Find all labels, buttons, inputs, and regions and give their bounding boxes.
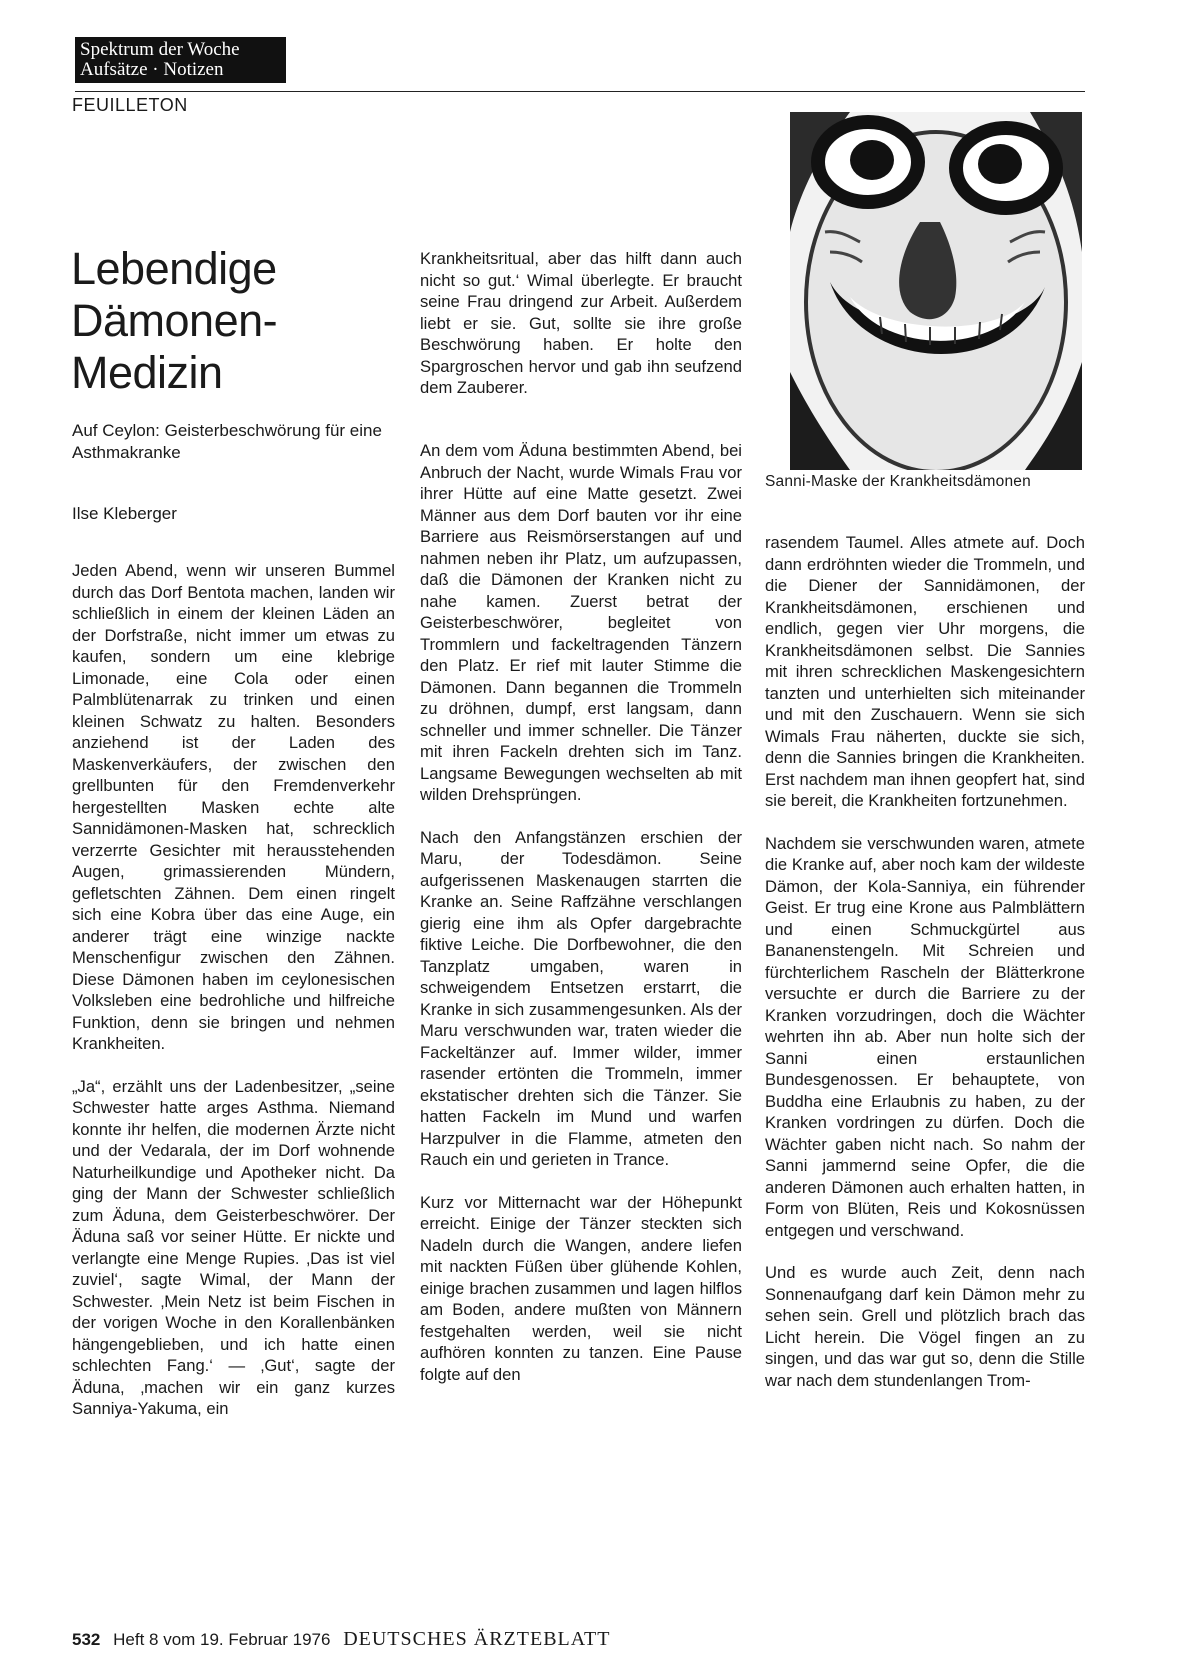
- paragraph: Und es wurde auch Zeit, denn nach Sonnenaufgang darf kein Dämon mehr zu sehen sein. Grell und plötzlich brach das Licht herein. Die Vögel fingen an zu singen, und das war gut so, denn die Stille war nach dem stundenlangen Trom-: [765, 1263, 1085, 1390]
- title-line-2: Dämonen-: [71, 295, 278, 346]
- journal-name: DEUTSCHES ÄRZTEBLATT: [343, 1628, 611, 1650]
- paragraph: rasendem Taumel. Alles atmete auf. Doch dann erdröhnten wieder die Trommeln, und die Diener der Sannidämonen, der Krankheitsdämonen, erschienen und endlich, gegen vier Uhr morgens, die Krankheitsdämonen selbst. Die Sannies mit ihren schrecklichen Maskengesichtern tanzten und unterhielten sich miteinander und mit den Zuschauern. Wenn sie sich Wimals Frau näherten, duckte sie sich, denn die Sannies bringen die Krankheiten. Erst nachdem man ihnen geopfert hat, sind sie bereit, die Krankheiten fortzunehmen.: [765, 533, 1085, 810]
- column-3: [765, 532, 1085, 1412]
- paragraph: An dem vom Äduna bestimmten Abend, bei Anbruch der Nacht, wurde Wimals Frau vor ihrer Hütte auf eine Matte gesetzt. Zwei Männer aus dem Dorf bauten vor ihr eine Barriere aus Reismörserstangen auf und nahmen neben ihr Platz, um aufzupassen, daß die Dämonen der Kranken nicht zu nahe kamen. Zuerst betrat der Geisterbeschwörer, begleitet von Trommlern und fackeltragenden Tänzern den Platz. Er rief mit lauter Stimme die Dämonen. Dann begannen die Trommeln zu dröhnen, dumpf, erst langsam, dann schneller und immer schneller. Die Tänzer mit ihren Fackeln drehten sich im Tanz. Langsame Bewegungen wechselten ab mit wilden Drehsprüngen.: [420, 441, 742, 804]
- title-line-1: Lebendige: [71, 243, 277, 294]
- column-2: [420, 440, 742, 1406]
- header-rule: [75, 91, 1085, 92]
- column-2-top: [420, 248, 742, 420]
- article-title: [71, 243, 391, 399]
- article-author: Ilse Kleberger: [72, 504, 177, 523]
- header-line-2: Aufsätze · Notizen: [80, 59, 224, 80]
- column-1: [72, 560, 395, 1441]
- article-subtitle: Auf Ceylon: Geisterbeschwörung für eine Asthmakranke: [72, 421, 382, 462]
- page-number: 532: [72, 1630, 101, 1649]
- section-header-box: [75, 37, 286, 83]
- paragraph: Krankheitsritual, aber das hilft dann auch nicht so gut.‘ Wimal überlegte. Er braucht seine Frau dringend zur Arbeit. Außerdem liebt er sie. Gut, sollte sie ihre große Beschwörung haben. Er holte den Spargroschen hervor und gab ihn seufzend dem Zauberer.: [420, 249, 742, 397]
- header-line-1: Spektrum der Woche: [80, 39, 240, 60]
- mask-photo: [790, 112, 1082, 470]
- section-label: FEUILLETON: [72, 95, 188, 115]
- paragraph: Nachdem sie verschwunden waren, atmete die Kranke auf, aber noch kam der wildeste Dämon, der Kola-Sanniya, ein führender Geist. Er trug eine Krone aus Palmblättern und einen Schmuckgürtel aus Bananenstengeln. Mit Schreien und fürchterlichem Rascheln der Blätterkrone versuchte er durch die Barriere zu der Kranken vorzudringen, doch die Wächter wehrten ihn ab. Aber nun holte sich der Sanni einen erstaunlichen Bundesgenossen. Er behauptete, von Buddha eine Erlaubnis zu haben, zu der Kranken vordringen zu dürfen. Doch die Wächter gaben nicht nach. So nahm der Sanni jammernd seine Opfer, die die anderen Dämonen auch erhalten hatten, in Form von Blüten, Reis und Kokosnüssen entgegen und verschwand.: [765, 833, 1085, 1240]
- photo-caption: Sanni-Maske der Krankheitsdämonen: [765, 473, 1031, 490]
- paragraph: Nach den Anfangstänzen erschien der Maru, der Todesdämon. Seine aufgerissenen Maskenaugen starrten die Kranke an. Seine Raffzähne verschlangen gierig eine ihm als Opfer dargebrachte fiktive Leiche. Die Dorfbewohner, die den Tanzplatz umgaben, waren in schweigendem Entsetzen erstarrt, die Kranke in sich zusammengesunken. Als der Maru verschwunden war, traten wieder die Fackeltänzer auf. Immer wilder, immer rasender ertönten die Trommeln, immer ekstatischer drehten sich die Tänzer. Sie hatten Fackeln im Mund und warfen Harzpulver in die Flamme, atmeten den Rauch ein und gerieten in Trance.: [420, 827, 742, 1169]
- paragraph: „Ja“, erzählt uns der Ladenbesitzer, „seine Schwester hatte arges Asthma. Niemand konnte ihr helfen, die modernen Ärzte nicht und der Vedarala, der im Dorf wohnende Naturheilkundige und Apotheker nicht. Da ging der Mann der Schwester schließlich zum Äduna, dem Geisterbeschwörer. Der Äduna saß vor seiner Hütte. Er nickte und verlangte eine Menge Rupies. ‚Das ist viel zuviel‘, sagte Wimal, der Mann der Schwester. ‚Mein Netz ist beim Fischen in der vorigen Woche in den Korallenbänken hängengeblieben, und ich hatte einen schlechten Fang.‘ — ‚Gut‘, sagte der Äduna, ‚machen wir ein ganz kurzes Sanniya-Yakuma, ein: [72, 1076, 395, 1418]
- paragraph: Kurz vor Mitternacht war der Höhepunkt erreicht. Einige der Tänzer steckten sich Nadeln durch die Wangen, andere liefen mit nackten Füßen über glühende Kohlen, einige brachen zusammen und lagen hilflos am Boden, andere mußten von Männern festgehalten werden, weil sie nicht aufhören konnten zu tanzen. Eine Pause folgte auf den: [420, 1192, 742, 1384]
- paragraph: Jeden Abend, wenn wir unseren Bummel durch das Dorf Bentota machen, landen wir schließlich in einem der kleinen Läden an der Dorfstraße, nicht immer um etwas zu kaufen, sondern um eine klebrige Limonade, eine Cola oder einen Palmblütenarrak zu trinken und einen kleinen Schwatz zu halten. Besonders anziehend ist der Laden des Maskenverkäufers, der zwischen den grellbunten für den Fremdenverkehr hergestellten Masken echte alte Sannidämonen-Masken hat, schrecklich verzerrte Gesichter mit herausstehenden Augen, grimassierenden Mündern, gefletschten Zähnen. Dem einen ringelt sich eine Kobra über das eine Auge, ein anderer trägt eine winzige nackte Menschenfigur zwischen den Zähnen. Diese Dämonen haben im ceylonesischen Volksleben eine bedrohliche und hilfreiche Funktion, denn sie bringen und nehmen Krankheiten.: [72, 561, 395, 1053]
- issue-info: Heft 8 vom 19. Februar 1976: [113, 1630, 331, 1649]
- title-line-3: Medizin: [71, 347, 223, 398]
- page-footer: [72, 1628, 610, 1651]
